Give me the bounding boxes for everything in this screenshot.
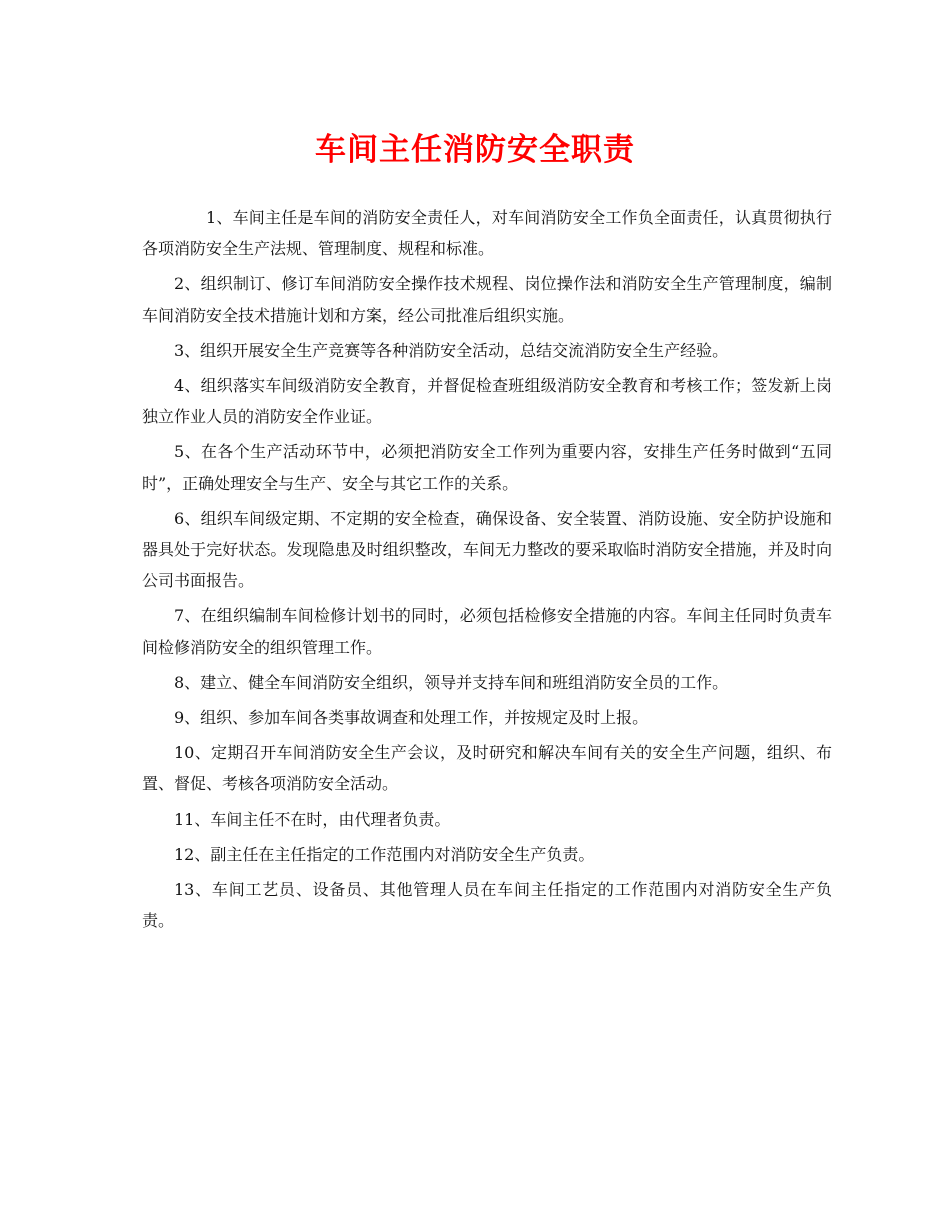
paragraph-4: 4、组织落实车间级消防安全教育，并督促检查班组级消防安全教育和考核工作；签发新上岗独立作业人员的消防安全作业证。 [142, 376, 832, 427]
paragraph-11: 11、车间主任不在时，由代理者负责。 [174, 809, 451, 829]
document-title: 车间主任消防安全职责 [315, 132, 635, 168]
paragraph-2: 2、组织制订、修订车间消防安全操作技术规程、岗位操作法和消防安全生产管理制度，编制车间消防安全技术措施计划和方案，经公司批准后组织实施。 [142, 274, 832, 325]
paragraph-6: 6、组织车间级定期、不定期的安全检查，确保设备、安全装置、消防设施、安全防护设施和器具处于完好状态。发现隐患及时组织整改，车间无力整改的要采取临时消防安全措施，并及时向公司书面报告。 [142, 508, 832, 591]
paragraph-10: 10、定期召开车间消防安全生产会议，及时研究和解决车间有关的安全生产问题，组织、布置、督促、考核各项消防安全活动。 [142, 743, 832, 794]
paragraph-1: 1、车间主任是车间的消防安全责任人，对车间消防安全工作负全面责任，认真贯彻执行各项消防安全生产法规、管理制度、规程和标准。 [142, 208, 832, 259]
paragraph-12: 12、副主任在主任指定的工作范围内对消防安全生产负责。 [174, 844, 595, 864]
paragraph-13: 13、车间工艺员、设备员、其他管理人员在车间主任指定的工作范围内对消防安全生产负责。 [142, 880, 832, 931]
paragraph-8: 8、建立、健全车间消防安全组织，领导并支持车间和班组消防安全员的工作。 [174, 672, 729, 692]
document-body [142, 202, 832, 940]
paragraph-3: 3、组织开展安全生产竞赛等各种消防安全活动，总结交流消防安全生产经验。 [174, 340, 729, 360]
paragraph-9: 9、组织、参加车间各类事故调查和处理工作，并按规定及时上报。 [174, 708, 649, 728]
paragraph-7: 7、在组织编制车间检修计划书的同时，必须包括检修安全措施的内容。车间主任同时负责车间检修消防安全的组织管理工作。 [142, 606, 832, 657]
paragraph-5: 5、在各个生产活动环节中，必须把消防安全工作列为重要内容，安排生产任务时做到“五同时”，正确处理安全与生产、安全与其它工作的关系。 [142, 442, 832, 493]
